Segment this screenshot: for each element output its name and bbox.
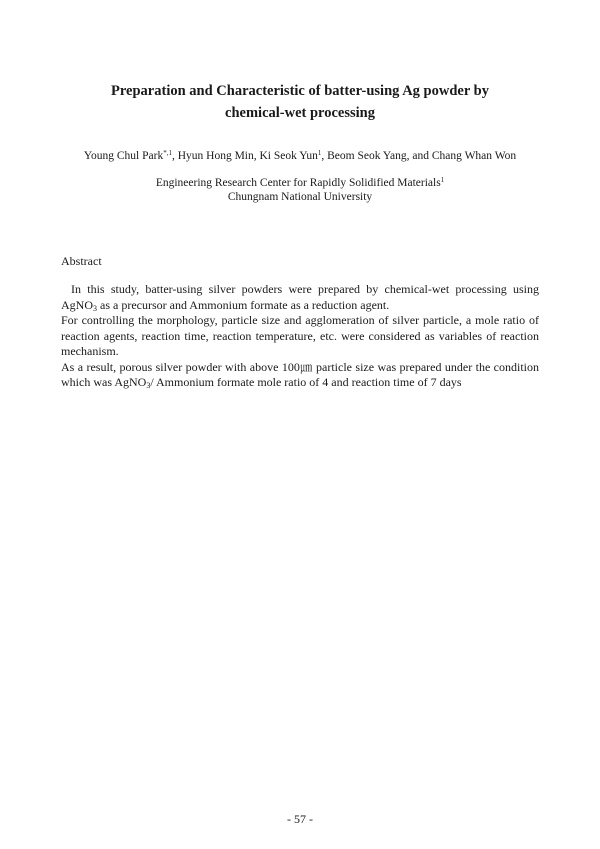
author-name: Hyun Hong Min <box>177 150 254 162</box>
p1-text-b: as a precursor and Ammonium formate as a reduction agent. <box>97 297 390 312</box>
abstract-heading: Abstract <box>61 254 102 268</box>
p3-text-b: / Ammonium formate mole ratio of 4 and reaction time of 7 days <box>150 375 462 389</box>
paper-title <box>60 80 540 124</box>
author-name: Chang Whan Won <box>431 150 517 162</box>
abstract-paragraph-1 <box>61 282 539 313</box>
author-list <box>40 148 560 164</box>
affiliation-mark: 1 <box>440 176 445 184</box>
author-mark: 1 <box>317 149 322 157</box>
abstract-paragraph-2: For controlling the morphology, particle size and agglomeration of silver particle, a mole ratio of reaction agents, reaction time, reaction temperature, etc. were considered as variables of reaction mechanism. <box>61 313 539 358</box>
author-name: Beom Seok Yang <box>327 150 407 162</box>
affiliation-line-1 <box>60 176 540 190</box>
author-mark: *,1 <box>163 149 172 157</box>
page-number: - 57 - <box>287 812 313 826</box>
author-name: Young Chul Park <box>83 150 164 162</box>
author-separator: , <box>321 150 328 162</box>
p1-text-a: In this study, batter-using silver powders were prepared by chemical-wet processing using AgNO <box>61 282 539 312</box>
abstract-body <box>61 282 539 391</box>
affiliation-center: Engineering Research Center for Rapidly Solidified Materials <box>155 177 441 189</box>
affiliation <box>60 176 540 204</box>
p3-text-a: As a result, porous silver powder with above 100㎛ particle size was prepared under the condition which was AgNO <box>61 359 539 389</box>
author-name: Ki Seok Yun <box>259 150 318 162</box>
author-separator: , and <box>406 150 432 162</box>
p3-subscript: 3 <box>146 381 151 390</box>
affiliation-line-2: Chungnam National University <box>227 191 373 203</box>
author-separator: , <box>171 150 178 162</box>
title-line-1: Preparation and Characteristic of batter-using Ag powder by <box>111 83 489 99</box>
abstract-paragraph-3 <box>61 360 539 391</box>
p1-subscript: 3 <box>93 303 97 313</box>
author-separator: , <box>253 150 260 162</box>
title-line-2: chemical-wet processing <box>225 105 375 121</box>
